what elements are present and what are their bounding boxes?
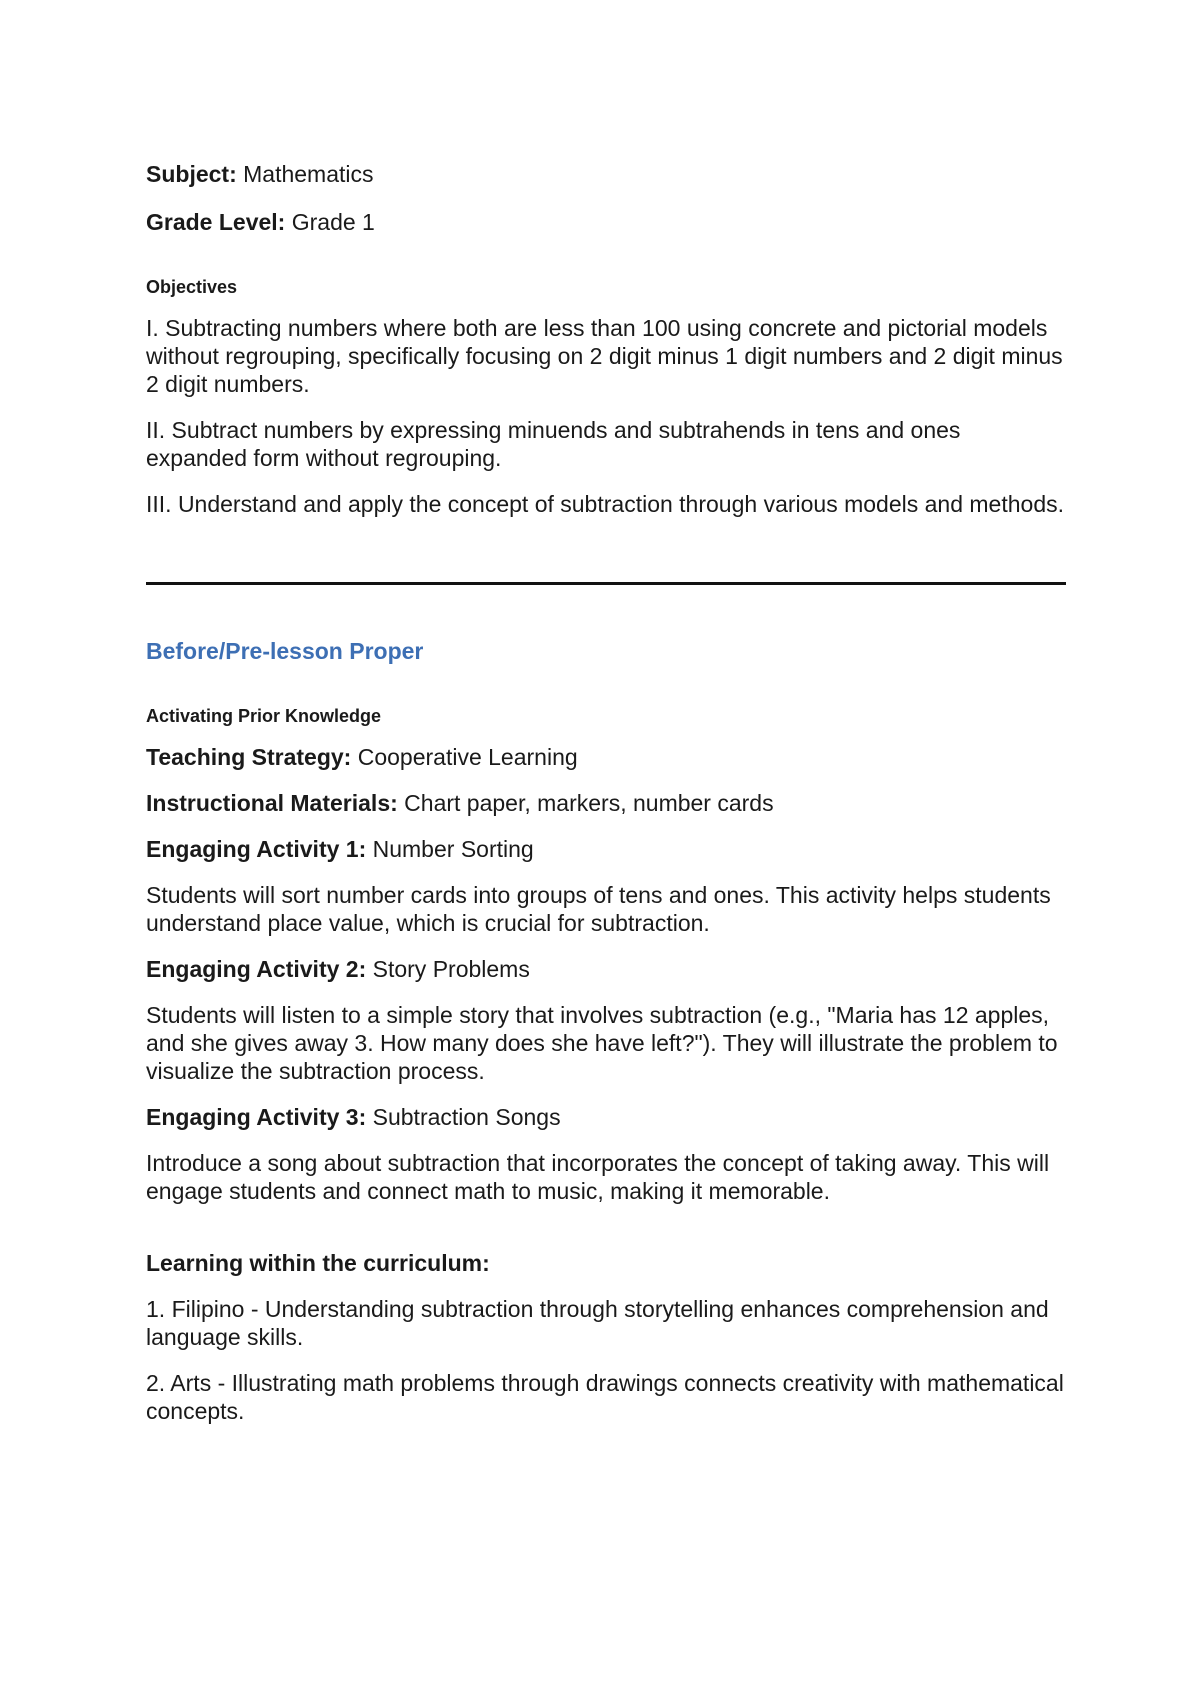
section-divider [146,582,1066,585]
objective-item: III. Understand and apply the concept of subtraction through various models and methods. [146,491,1065,517]
activity-1-title: Number Sorting [372,836,534,862]
activity-1-label: Engaging Activity 1: [146,836,367,862]
instructional-materials-line [146,789,1066,817]
curriculum-heading: Learning within the curriculum: [146,1250,490,1276]
activity-3-description: Introduce a song about subtraction that incorporates the concept of taking away. This will engage students and connect math to music, making it memorable. [146,1150,1050,1204]
activity-3-heading [146,1103,1066,1131]
activity-2-heading [146,955,1066,983]
section-title-pre-lesson: Before/Pre-lesson Proper [146,638,424,664]
grade-level-line [146,208,1066,236]
instructional-materials-label: Instructional Materials: [146,790,398,816]
teaching-strategy-value: Cooperative Learning [357,744,578,770]
instructional-materials-value: Chart paper, markers, number cards [404,790,774,816]
grade-level-value: Grade 1 [291,209,375,235]
curriculum-item: 1. Filipino - Understanding subtraction through storytelling enhances comprehension and language skills. [146,1296,1049,1350]
activity-3-label: Engaging Activity 3: [146,1104,367,1130]
activity-2-description: Students will listen to a simple story that involves subtraction (e.g., "Maria has 12 apples, and she gives away 3. How many does she have left?"). They will illustrate the problem to visualize the subtraction process. [146,1002,1058,1084]
curriculum-item: 2. Arts - Illustrating math problems through drawings connects creativity with mathematical concepts. [146,1370,1064,1424]
subject-value: Mathematics [243,161,374,187]
activity-2-title: Story Problems [372,956,530,982]
document-page [146,160,1066,1425]
activity-1-description: Students will sort number cards into groups of tens and ones. This activity helps students understand place value, which is crucial for subtraction. [146,882,1051,936]
grade-level-label: Grade Level: [146,209,286,235]
activity-3-title: Subtraction Songs [372,1104,561,1130]
activating-prior-knowledge-heading: Activating Prior Knowledge [146,706,382,726]
activity-2-label: Engaging Activity 2: [146,956,367,982]
teaching-strategy-label: Teaching Strategy: [146,744,352,770]
activity-1-heading [146,835,1066,863]
teaching-strategy-line [146,743,1066,771]
objective-item: I. Subtracting numbers where both are less than 100 using concrete and pictorial models without regrouping, specifically focusing on 2 digit minus 1 digit numbers and 2 digit minus 2 digit numbers. [146,315,1063,397]
subject-label: Subject: [146,161,237,187]
objective-item: II. Subtract numbers by expressing minuends and subtrahends in tens and ones expanded form without regrouping. [146,417,961,471]
objectives-heading: Objectives [146,277,238,297]
subject-line [146,160,1066,188]
